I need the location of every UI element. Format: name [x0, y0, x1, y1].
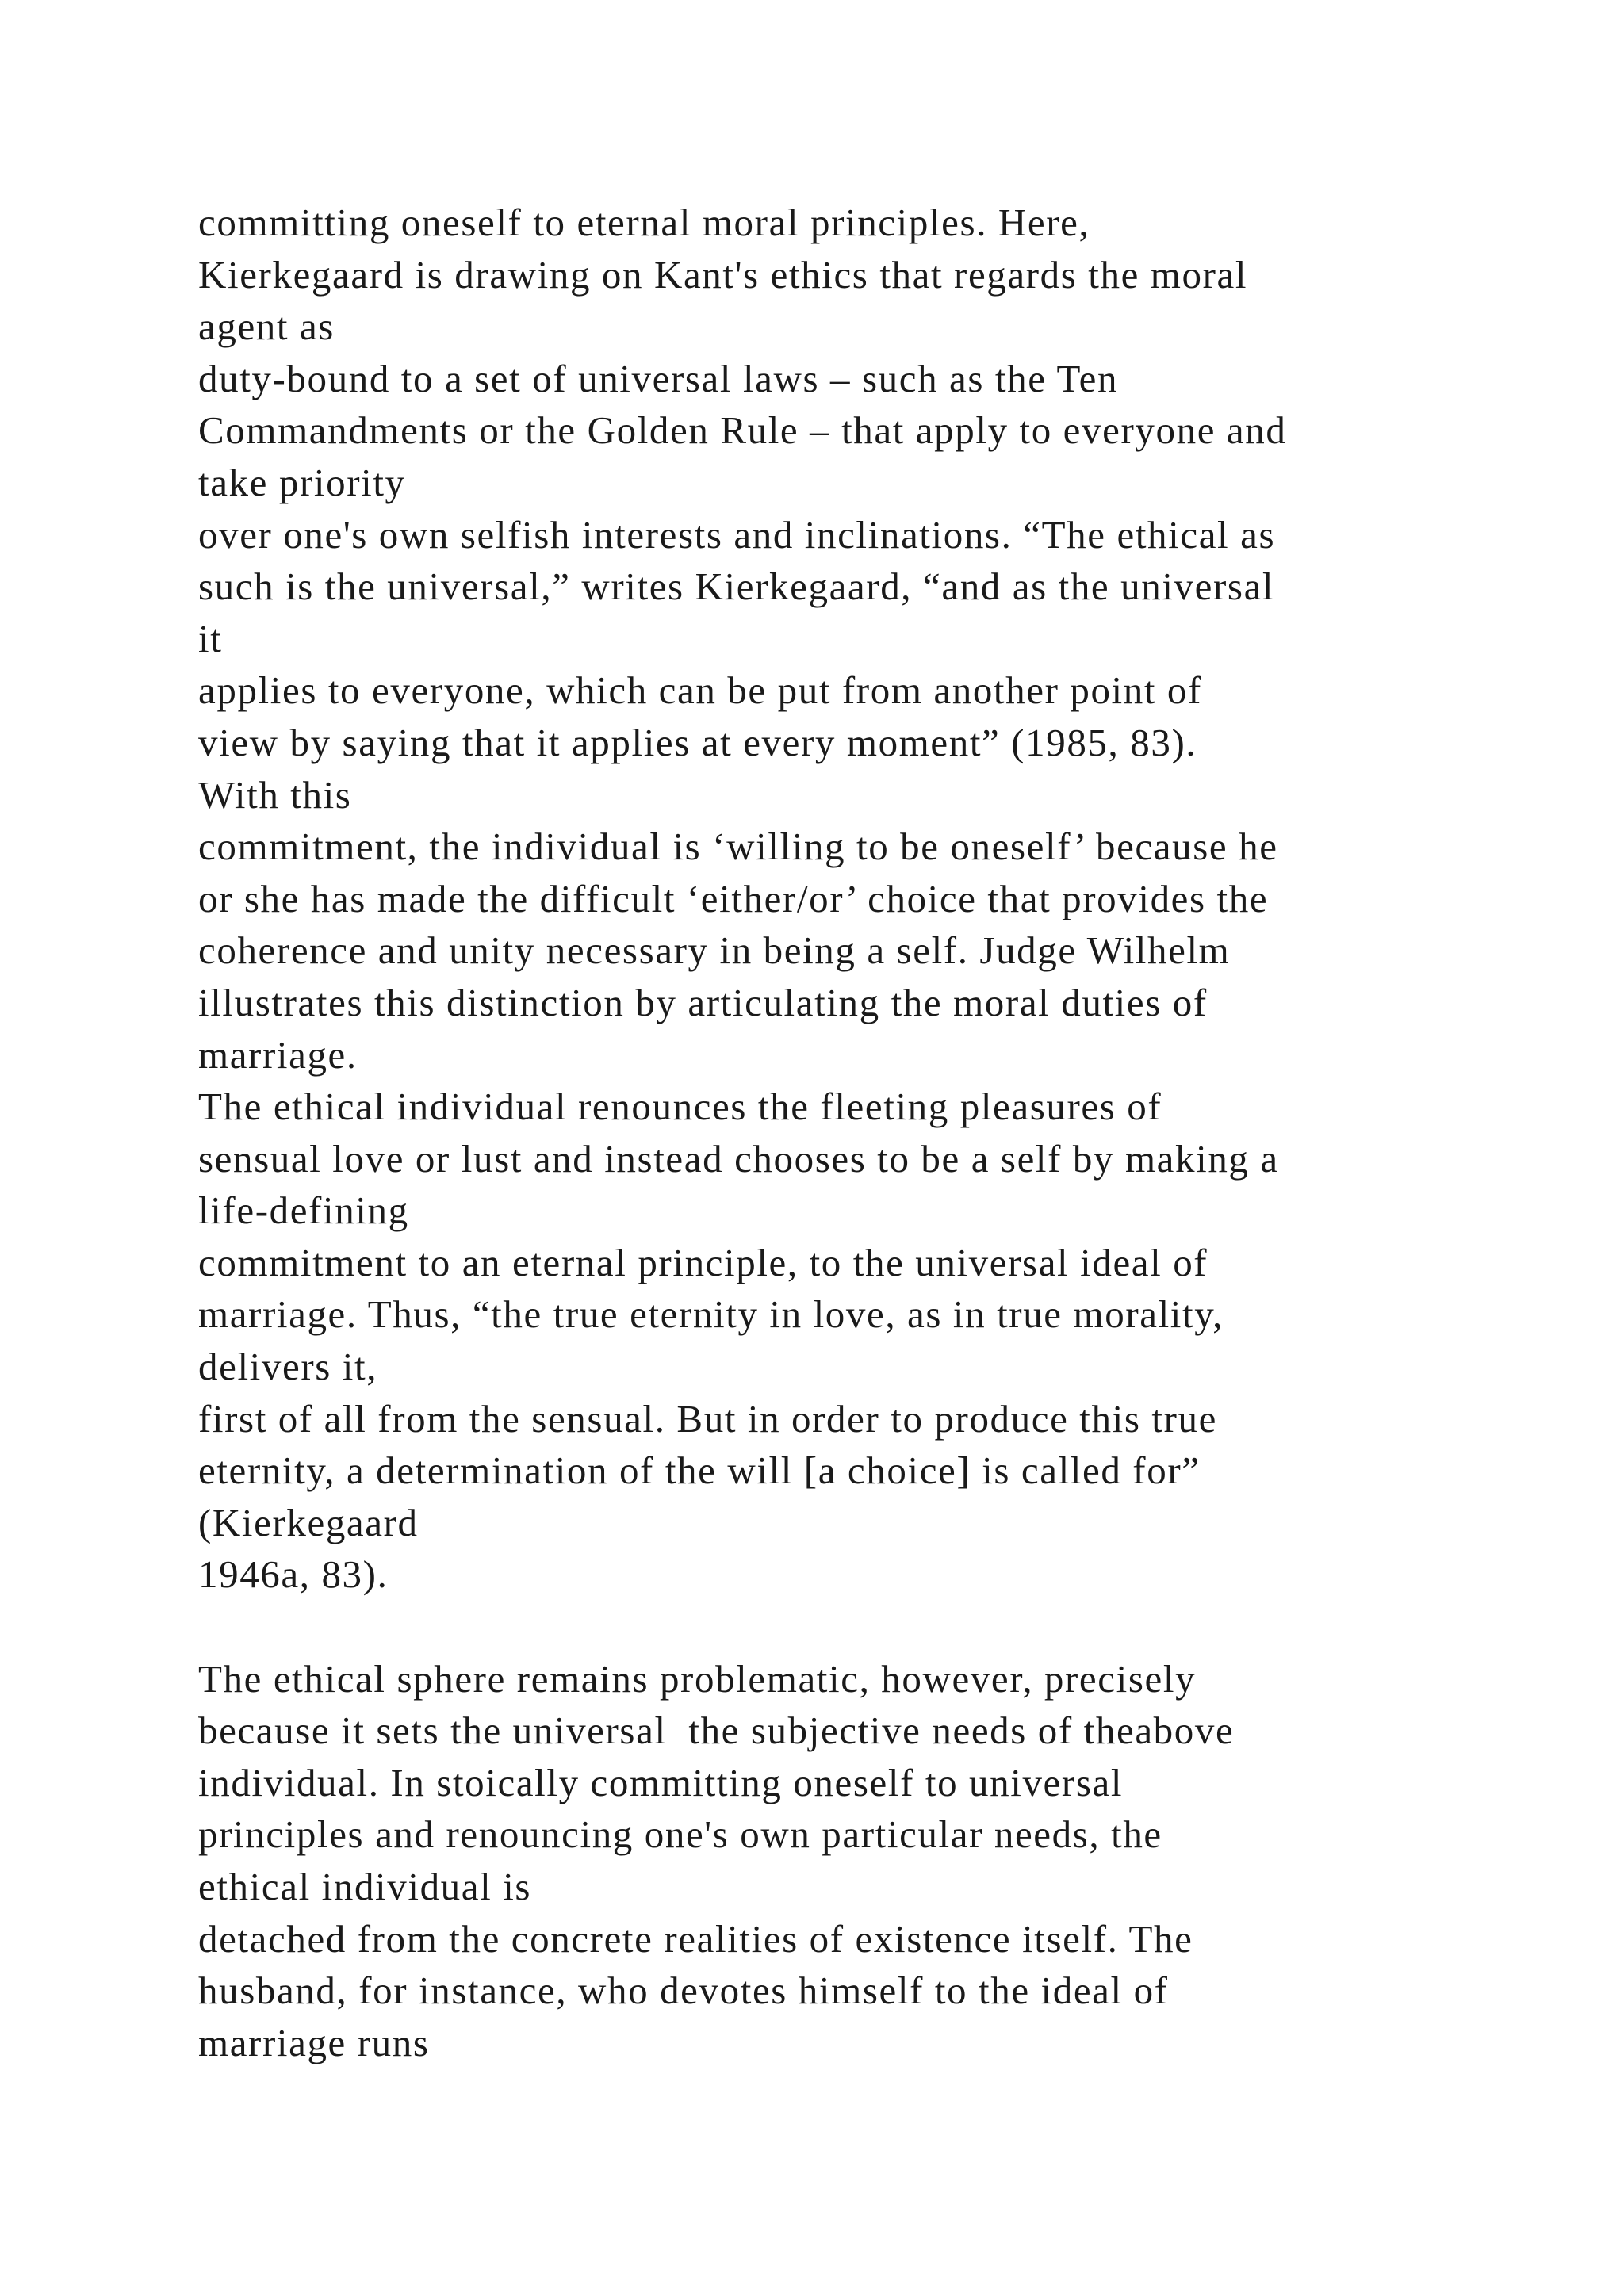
text-line: first of all from the sensual. But in order to produce this true — [198, 1396, 1217, 1441]
text-line: it — [198, 616, 223, 660]
text-line: view by saying that it applies at every moment” (1985, 83). — [198, 720, 1197, 764]
text-line: life-defining — [198, 1188, 409, 1233]
text-line: ethical individual is — [198, 1865, 532, 1908]
text-line: eternity, a determination of the will [a choice] is called for” — [198, 1448, 1201, 1493]
text-line: marriage. Thus, “the true eternity in love, as in true morality, — [198, 1292, 1224, 1337]
text-line: Commandments or the Golden Rule – that apply to everyone and — [198, 408, 1287, 453]
text-line: or she has made the difficult ‘either/or’ choice that provides the — [198, 876, 1269, 920]
text-line: committing oneself to eternal moral principles. Here, — [198, 201, 1090, 244]
text-line: detached from the concrete realities of existence itself. The — [198, 1916, 1193, 1961]
text-line: marriage runs — [198, 2020, 430, 2064]
text-line: (Kierkegaard — [198, 1500, 419, 1544]
text-line: The ethical individual renounces the fleeting pleasures of — [198, 1085, 1162, 1129]
text-line: sensual love or lust and instead chooses to be a self by making a — [198, 1136, 1279, 1181]
text-line: over one's own selfish interests and inclinations. “The ethical as — [198, 512, 1276, 557]
text-line: Kierkegaard is drawing on Kant's ethics that regards the moral — [198, 252, 1248, 297]
text-line: With this — [198, 772, 352, 817]
text-line: applies to everyone, which can be put from another point of — [198, 668, 1202, 713]
text-line: coherence and unity necessary in being a self. Judge Wilhelm — [198, 928, 1231, 973]
text-line: agent as — [198, 304, 335, 349]
paragraph-1 — [198, 197, 1594, 1601]
text-line: such is the universal,” writes Kierkegaard, “and as the universal — [198, 564, 1275, 609]
text-line: duty-bound to a set of universal laws – such as the Ten — [198, 356, 1119, 400]
body-text — [198, 197, 1594, 2068]
text-line: delivers it, — [198, 1345, 378, 1389]
text-line: The ethical sphere remains problematic, however, precisely — [198, 1656, 1197, 1701]
text-line: marriage. — [198, 1032, 358, 1077]
text-line: take priority — [198, 460, 406, 504]
text-line: husband, for instance, who devotes himself to the ideal of — [198, 1969, 1169, 2013]
paragraph-gap — [198, 1601, 1594, 1653]
text-line: individual. In stoically committing oneself to universal — [198, 1760, 1124, 1804]
text-line: commitment to an eternal principle, to the universal ideal of — [198, 1240, 1208, 1284]
text-line: because it sets the universal the subjective needs of theabove — [198, 1709, 1235, 1753]
text-line: principles and renouncing one's own particular needs, the — [198, 1812, 1162, 1857]
paragraph-2 — [198, 1653, 1594, 2069]
text-line: commitment, the individual is ‘willing to be oneself’ because he — [198, 825, 1278, 869]
text-line: 1946a, 83). — [198, 1552, 389, 1597]
text-line: illustrates this distinction by articulating the moral duties of — [198, 980, 1208, 1024]
